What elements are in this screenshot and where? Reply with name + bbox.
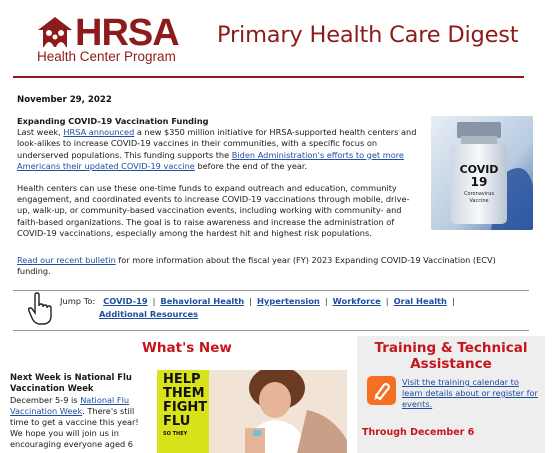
- jump-separator: |: [249, 296, 252, 306]
- article-covid-funding: [17, 116, 417, 250]
- jump-separator: |: [324, 296, 328, 306]
- article-text: Last week,: [17, 127, 64, 138]
- vaccine-label-sub2: Vaccine: [469, 198, 489, 204]
- header-divider: [13, 76, 524, 78]
- jump-to-bar: [13, 290, 529, 328]
- jump-label: Jump To:: [60, 296, 96, 306]
- logo-subtitle: Health Center Program: [37, 49, 176, 64]
- poster-line: FLU: [163, 414, 191, 429]
- jump-link-additional-resources[interactable]: Additional Resources: [99, 309, 199, 319]
- vaccine-label-number: 19: [470, 175, 488, 189]
- jump-link-behavioral-health[interactable]: Behavioral Health: [160, 296, 245, 306]
- poster-line: SO THEY: [163, 431, 188, 437]
- training-heading: Training & Technical Assistance: [374, 340, 528, 372]
- house-icon: [37, 16, 73, 48]
- flu-week-text: [10, 395, 148, 450]
- jump-link-covid[interactable]: COVID-19: [103, 296, 148, 306]
- flu-text-part: December 5-9 is: [10, 395, 81, 405]
- calendar-icon[interactable]: [367, 376, 396, 405]
- poster-line: THEM: [163, 386, 205, 401]
- recent-bulletin-link[interactable]: Read our recent bulletin: [17, 255, 116, 265]
- through-date: Through December 6: [362, 427, 475, 438]
- article-heading: Expanding COVID-19 Vaccination Funding: [17, 116, 209, 126]
- jump-bottom-divider: [13, 330, 529, 331]
- pointing-hand-icon: [27, 292, 55, 326]
- hrsa-announced-link[interactable]: HRSA announced: [63, 127, 135, 138]
- bulletin-note: [17, 255, 527, 277]
- flu-week-link[interactable]: National Flu Vaccination Week: [10, 395, 130, 416]
- whats-new-heading: What's New: [142, 340, 232, 356]
- jump-link-hypertension[interactable]: Hypertension: [256, 296, 320, 306]
- training-calendar-link[interactable]: Visit the training calendar to learn details about or register for events.: [402, 377, 538, 409]
- jump-link-workforce[interactable]: Workforce: [332, 296, 381, 306]
- poster-line: HELP: [163, 372, 201, 387]
- training-panel: [357, 336, 545, 453]
- jump-link-oral-health[interactable]: Oral Health: [393, 296, 447, 306]
- covid-vaccine-image: [431, 116, 533, 230]
- flu-poster-image: [157, 370, 347, 453]
- article-text: a new $350 million initiative for HRSA-supported health centers and look-alikes to increase COVID-19 vaccines in their communities, with a specific focus on underserved populations. This funding supports the: [17, 127, 417, 160]
- issue-date: November 29, 2022: [17, 95, 112, 105]
- jump-separator: |: [451, 296, 455, 306]
- article-text: before the end of the year.: [194, 160, 308, 171]
- vaccine-label-sub1: Coronavirus: [464, 191, 494, 197]
- biden-efforts-link[interactable]: Biden Administration's efforts to get more Americans their updated COVID-19 vaccine: [17, 149, 404, 171]
- newsletter-title: Primary Health Care Digest: [217, 22, 519, 48]
- poster-line: FIGHT: [163, 400, 208, 415]
- jump-separator: |: [385, 296, 389, 306]
- flu-week-heading: Next Week is National Flu Vaccination Week: [10, 372, 132, 393]
- jump-separator: |: [152, 296, 156, 306]
- article-paragraph: Health centers can use these one-time funds to expand outreach and education, community engagement, and coordinated events to increase COVID-19 vaccinations through mobile, drive-up, walk-up, or community-based vaccination events, including working with community- and faith-based organizations. The goal is to raise awareness and increase the administration of COVID-19 vaccinations, especially among the hardest hit and highest risk populations.: [17, 183, 410, 238]
- header: [0, 0, 555, 78]
- jump-links: [60, 295, 520, 321]
- logo-wordmark: HRSA: [75, 12, 179, 54]
- bulletin-text: for more information about the fiscal year (FY) 2023 Expanding COVID-19 Vaccination (ECV) funding.: [17, 255, 496, 277]
- flu-text-part: . There's still time to get a vaccine this year! We hope you will join us in encouraging everyone aged 6: [10, 406, 139, 449]
- vaccine-label-covid: COVID: [459, 163, 499, 176]
- hrsa-logo[interactable]: [37, 14, 189, 64]
